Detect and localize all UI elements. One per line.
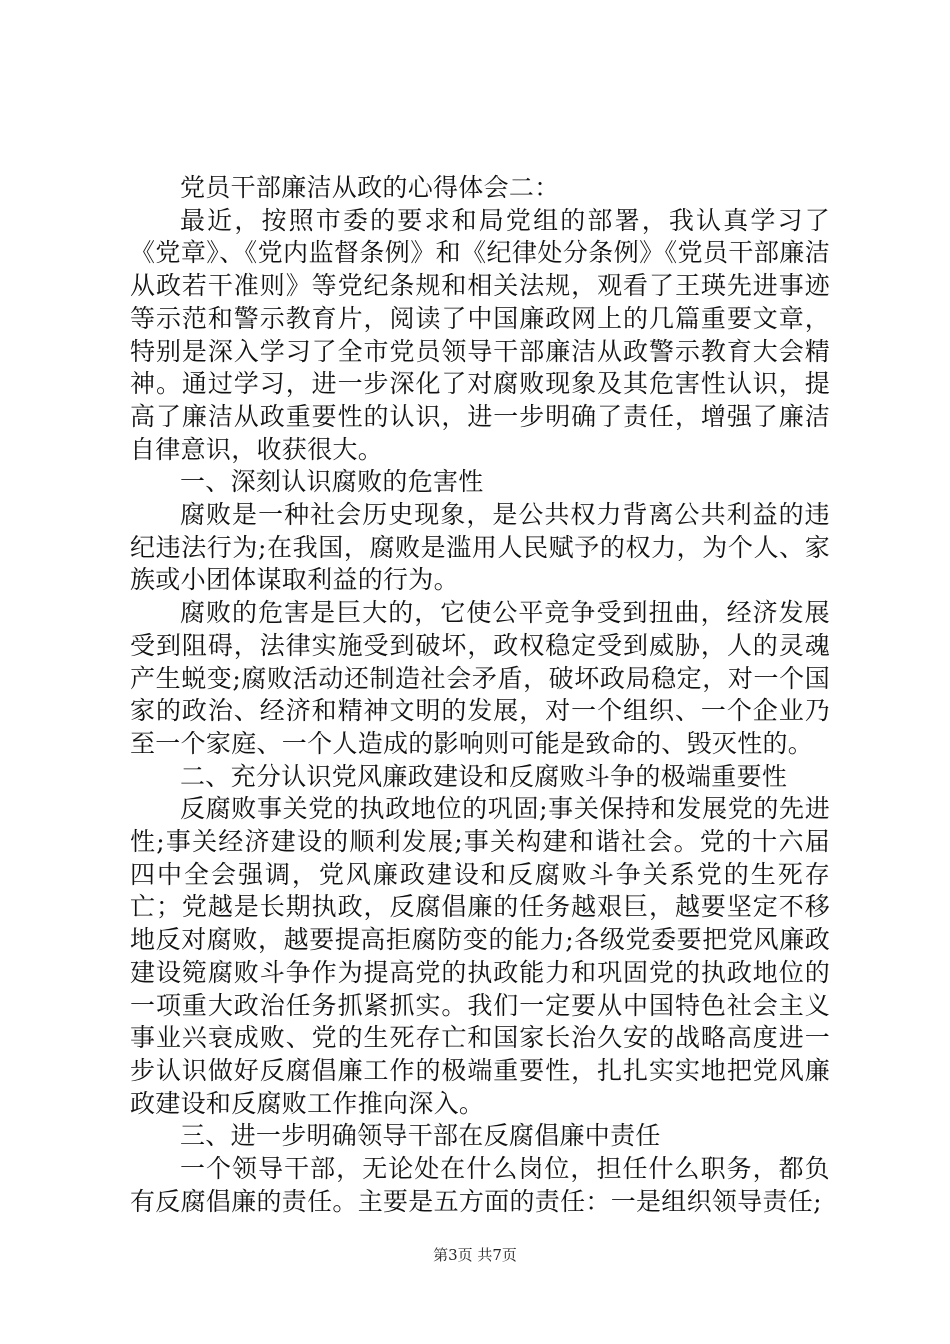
section-heading-2: 二、充分认识党风廉政建设和反腐败斗争的极端重要性: [180, 761, 788, 791]
intro-paragraph: 最近，按照市委的要求和局党组的部署，我认真学习了《党章》、《党内监督条例》和《纪律处分条例》《党员干部廉洁从政若干准则》等党纪条规和相关法规，观看了王瑛先进事迹等示范和警示教育片，阅读了中国廉政网上的几篇重要文章，特别是深入学习了全市党员领导干部廉洁从政警示教育大会精神。通过学习，进一步深化了对腐败现象及其危害性认识，提高了廉洁从政重要性的认识，进一步明确了责任，增强了廉洁自律意识，收获很大。: [130, 205, 830, 464]
document-body: [130, 172, 830, 1219]
section-1-paragraph-2: 腐败的危害是巨大的，它使公平竞争受到扭曲，经济发展受到阻碍，法律实施受到破坏，政权稳定受到威胁，人的灵魂产生蜕变;腐败活动还制造社会矛盾，破坏政局稳定，对一个国家的政治、经济和精神文明的发展，对一个组织、一个企业乃至一个家庭、一个人造成的影响则可能是致命的、毁灭性的。: [130, 598, 830, 758]
page-number-footer: 第3页 共7页: [433, 1246, 517, 1264]
section-3-paragraph-1: 一个领导干部，无论处在什么岗位，担任什么职务，都负有反腐倡廉的责任。主要是五方面的责任：一是组织领导责任;: [130, 1154, 830, 1216]
essay-title: 党员干部廉洁从政的心得体会二：: [180, 173, 560, 202]
section-2-paragraph-1: 反腐败事关党的执政地位的巩固;事关保持和发展党的先进性;事关经济建设的顺利发展;事关构建和谐社会。党的十六届四中全会强调，党风廉政建设和反腐败斗争关系党的生死存亡；党越是长期执政，反腐倡廉的任务越艰巨，越要坚定不移地反对腐败，越要提高拒腐防变的能力;各级党委要把党风廉政建设箢腐败斗争作为提高党的执政能力和巩固党的执政地位的一项重大政治任务抓紧抓实。我们一定要从中国特色社会主义事业兴衰成败、党的生死存亡和国家长治久安的战略高度进一步认识做好反腐倡廉工作的极端重要性，扎扎实实地把党风廉政建设和反腐败工作推向深入。: [130, 794, 830, 1118]
section-1-paragraph-1: 腐败是一种社会历史现象，是公共权力背离公共利益的违纪违法行为;在我国，腐败是滥用人民赋予的权力，为个人、家族或小团体谋取利益的行为。: [130, 500, 830, 595]
section-heading-3: 三、进一步明确领导干部在反腐倡廉中责任: [180, 1121, 661, 1151]
section-heading-1: 一、深刻认识腐败的危害性: [180, 467, 484, 497]
